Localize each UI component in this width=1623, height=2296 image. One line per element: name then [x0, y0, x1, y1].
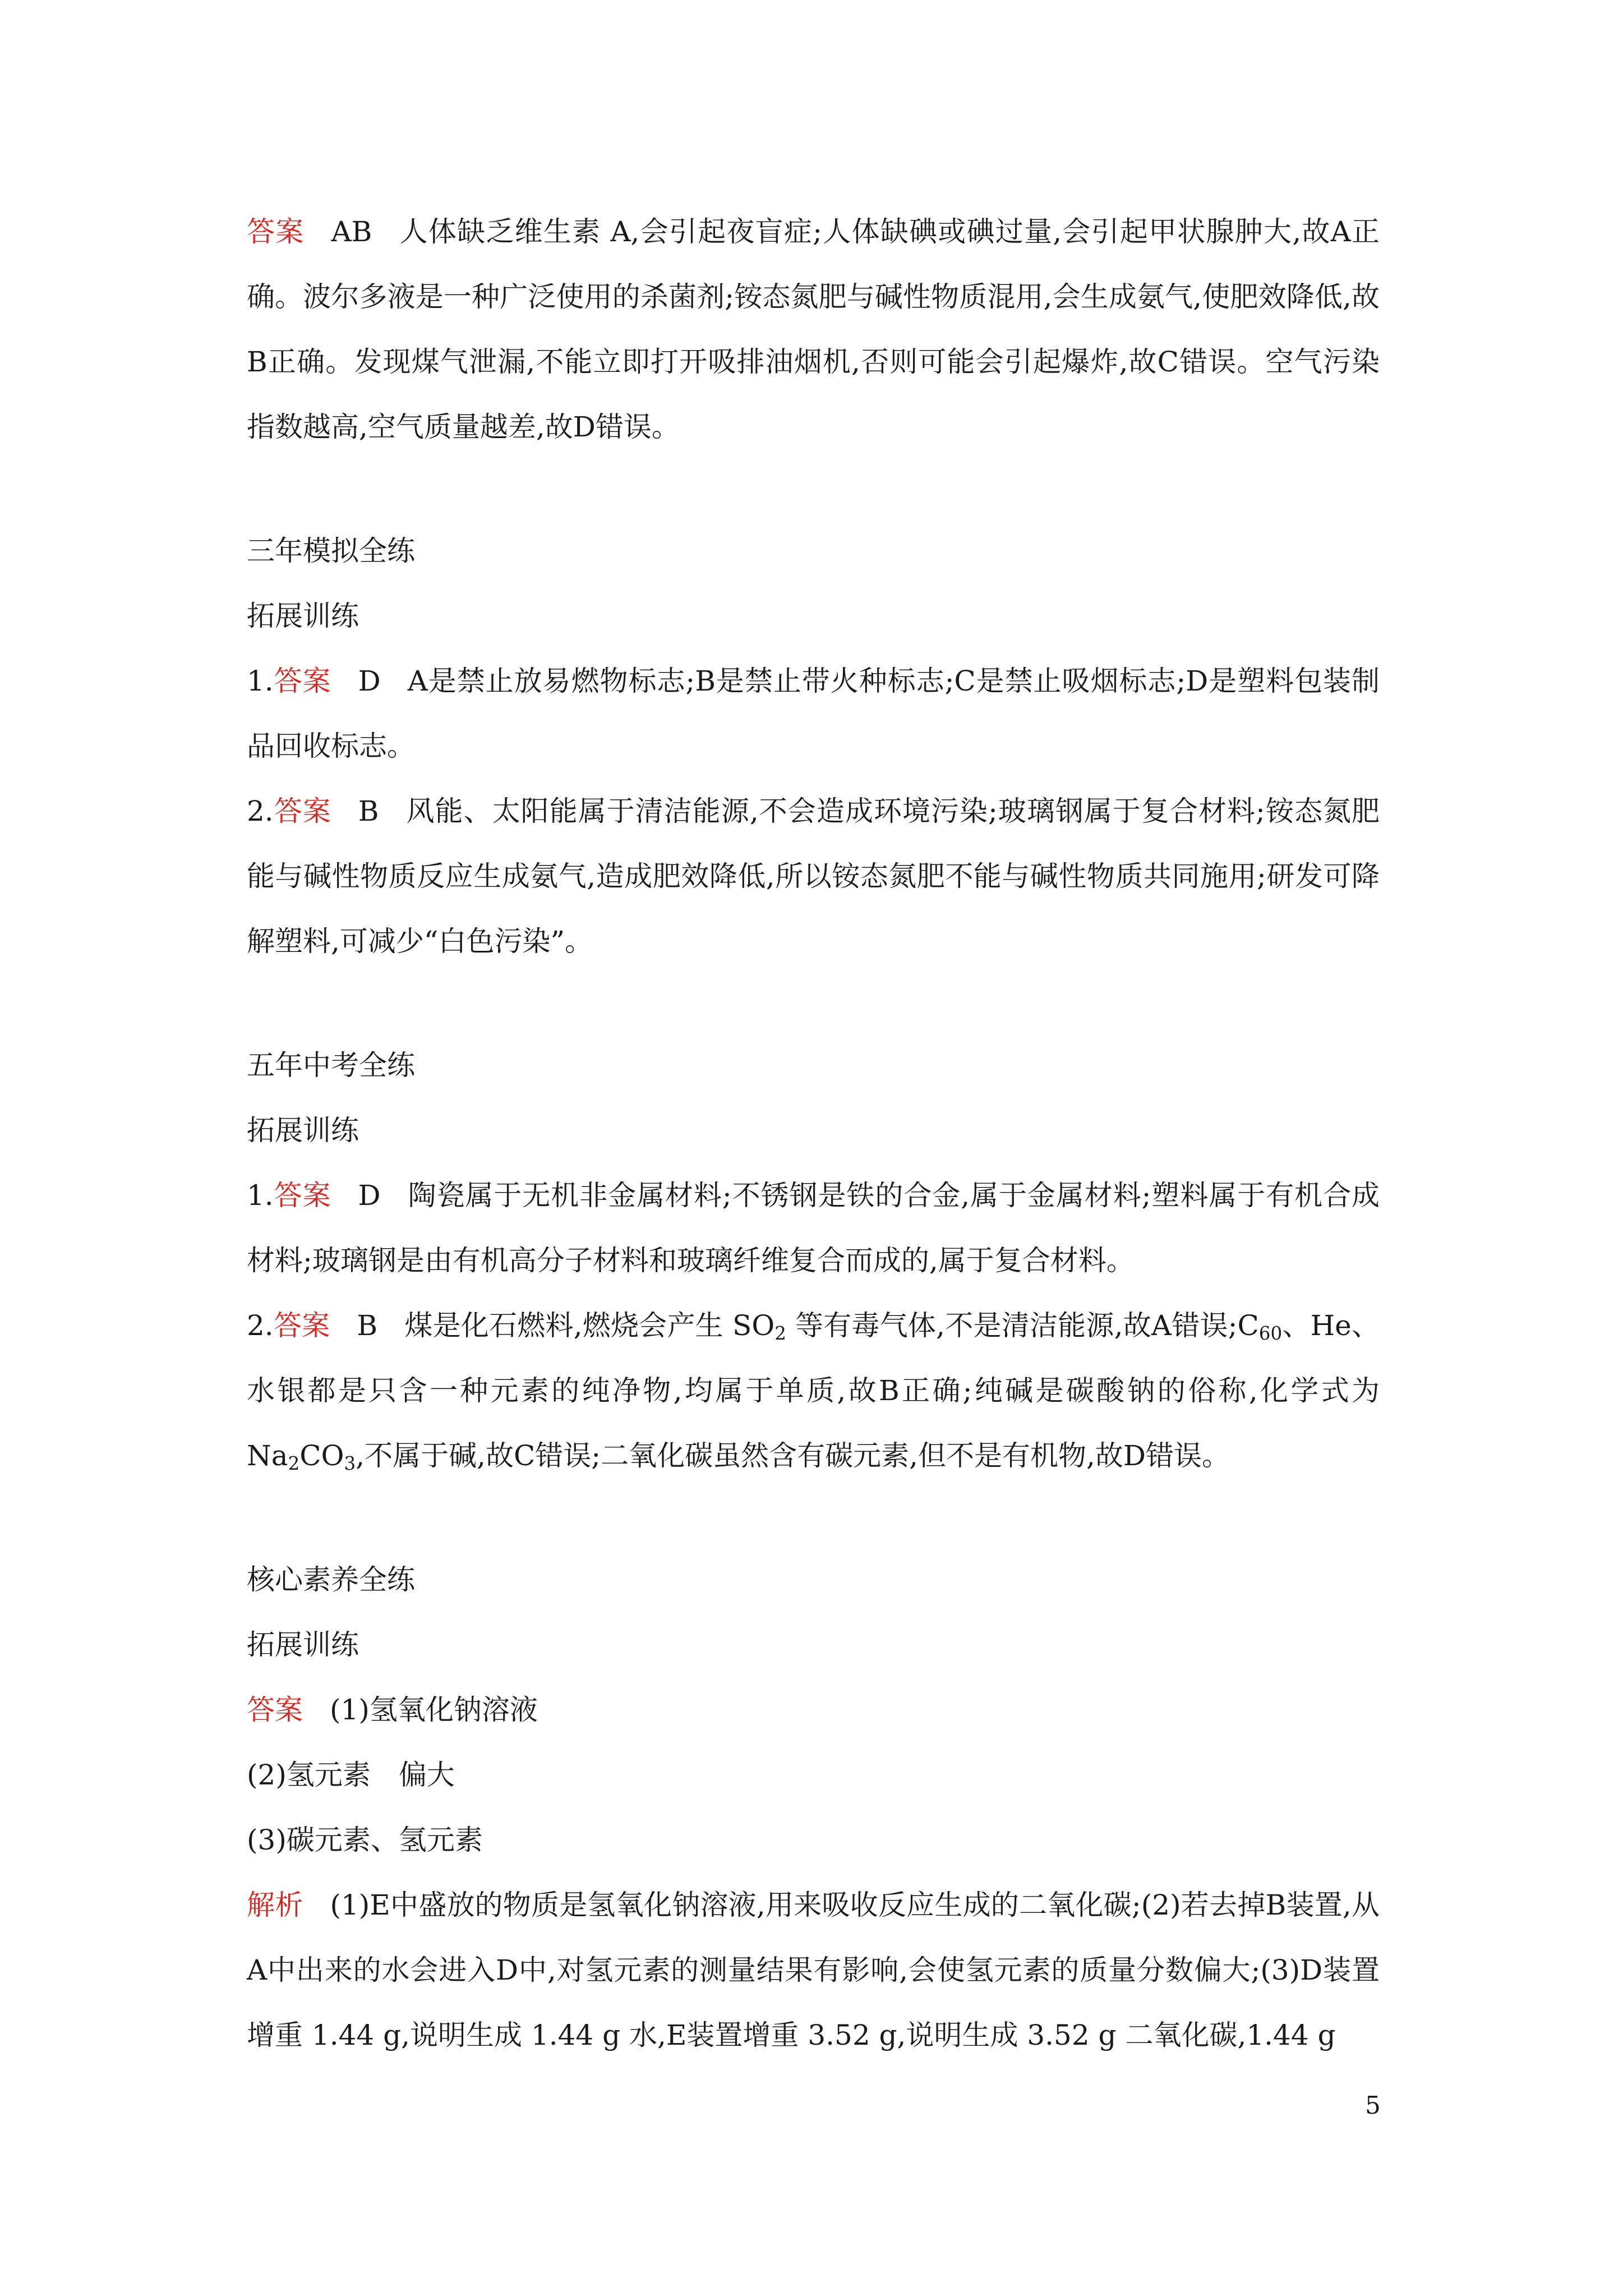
analysis-paragraph [247, 1872, 1380, 2068]
answer-choice: D [358, 1179, 381, 1212]
top-answer-paragraph [247, 199, 1380, 459]
answer-explanation: 陶瓷属于无机非金属材料;不锈钢是铁的合金,属于金属材料;塑料属于有机合成材料;玻璃钢是由有机高分子材料和玻璃纤维复合而成的,属于复合材料。 [247, 1179, 1380, 1277]
answer-choice: B [358, 795, 379, 827]
answer-part-1: (1)氢氧化钠溶液 [330, 1694, 538, 1726]
answer-label: 答案 [273, 1179, 331, 1212]
page-number: 5 [1365, 2091, 1381, 2120]
answer-explanation: 人体缺乏维生素 A,会引起夜盲症;人体缺碘或碘过量,会引起甲状腺肿大,故A正确。波尔多液是一种广泛使用的杀菌剂;铵态氮肥与碱性物质混用,会生成氨气,使肥效降低,故B正确。发现煤气泄漏,不能立即打开吸排油烟机,否则可能会引起爆炸,故C错误。空气污染指数越高,空气质量越差,故D错误。 [247, 215, 1380, 443]
item-number: 2. [247, 1309, 274, 1342]
answer-item [247, 1163, 1380, 1293]
answer-item [247, 779, 1380, 974]
section-subtitle: 拓展训练 [247, 1628, 359, 1661]
section-subtitle: 拓展训练 [247, 600, 359, 632]
section-title: 五年中考全练 [247, 1049, 415, 1082]
answer-explanation: A是禁止放易燃物标志;B是禁止带火种标志;C是禁止吸烟标志;D是塑料包装制品回收标志。 [247, 665, 1380, 762]
answer-part-3: (3)碳元素、氢元素 [247, 1824, 483, 1856]
answer-choice: B [357, 1309, 378, 1342]
analysis-text: (1)E中盛放的物质是氢氧化钠溶液,用来吸收反应生成的二氧化碳;(2)若去掉B装置,从A中出来的水会进入D中,对氢元素的测量结果有影响,会使氢元素的质量分数偏大;(3)D装置增重 1.44 g,说明生成 1.44 g 水,E装置增重 3.52 g,说明生成 3.52 g 二氧化碳,1.44 g [247, 1889, 1380, 2051]
analysis-label: 解析 [247, 1889, 303, 1921]
answer-explanation: 煤是化石燃料,燃烧会产生 $SO_2$ 等有毒气体,不是清洁能源,故A错误$;C_{60}$、He、水银都是只含一种元素的纯净物,均属于单质,故B正确;纯碱是碳酸钠的俗称,化学式为$Na_2CO_3$,不属于碱,故C错误;二氧化碳虽然含有碳元素,但不是有机物,故D错误。 [247, 1309, 1380, 1475]
answer-label: 答案 [273, 795, 331, 827]
document-body [247, 199, 1380, 2068]
section-title: 三年模拟全练 [247, 535, 415, 567]
section-title: 核心素养全练 [247, 1563, 415, 1596]
answer-label: 答案 [273, 665, 331, 697]
section-subtitle: 拓展训练 [247, 1114, 359, 1147]
answer-line [247, 1677, 1380, 1742]
answer-label: 答案 [247, 1694, 303, 1726]
answer-label: 答案 [247, 215, 305, 248]
item-number: 2. [247, 795, 274, 827]
answer-part-2: (2)氢元素 偏大 [247, 1759, 455, 1791]
answer-item [247, 1293, 1380, 1488]
answer-item [247, 648, 1380, 779]
answer-explanation: 风能、太阳能属于清洁能源,不会造成环境污染;玻璃钢属于复合材料;铵态氮肥能与碱性物质反应生成氨气,造成肥效降低,所以铵态氮肥不能与碱性物质共同施用;研发可降解塑料,可减少“白色污染”。 [247, 795, 1380, 958]
answer-choice: AB [331, 215, 372, 248]
answer-label: 答案 [273, 1309, 330, 1342]
item-number: 1. [247, 1179, 274, 1212]
item-number: 1. [247, 665, 274, 697]
answer-choice: D [358, 665, 381, 697]
